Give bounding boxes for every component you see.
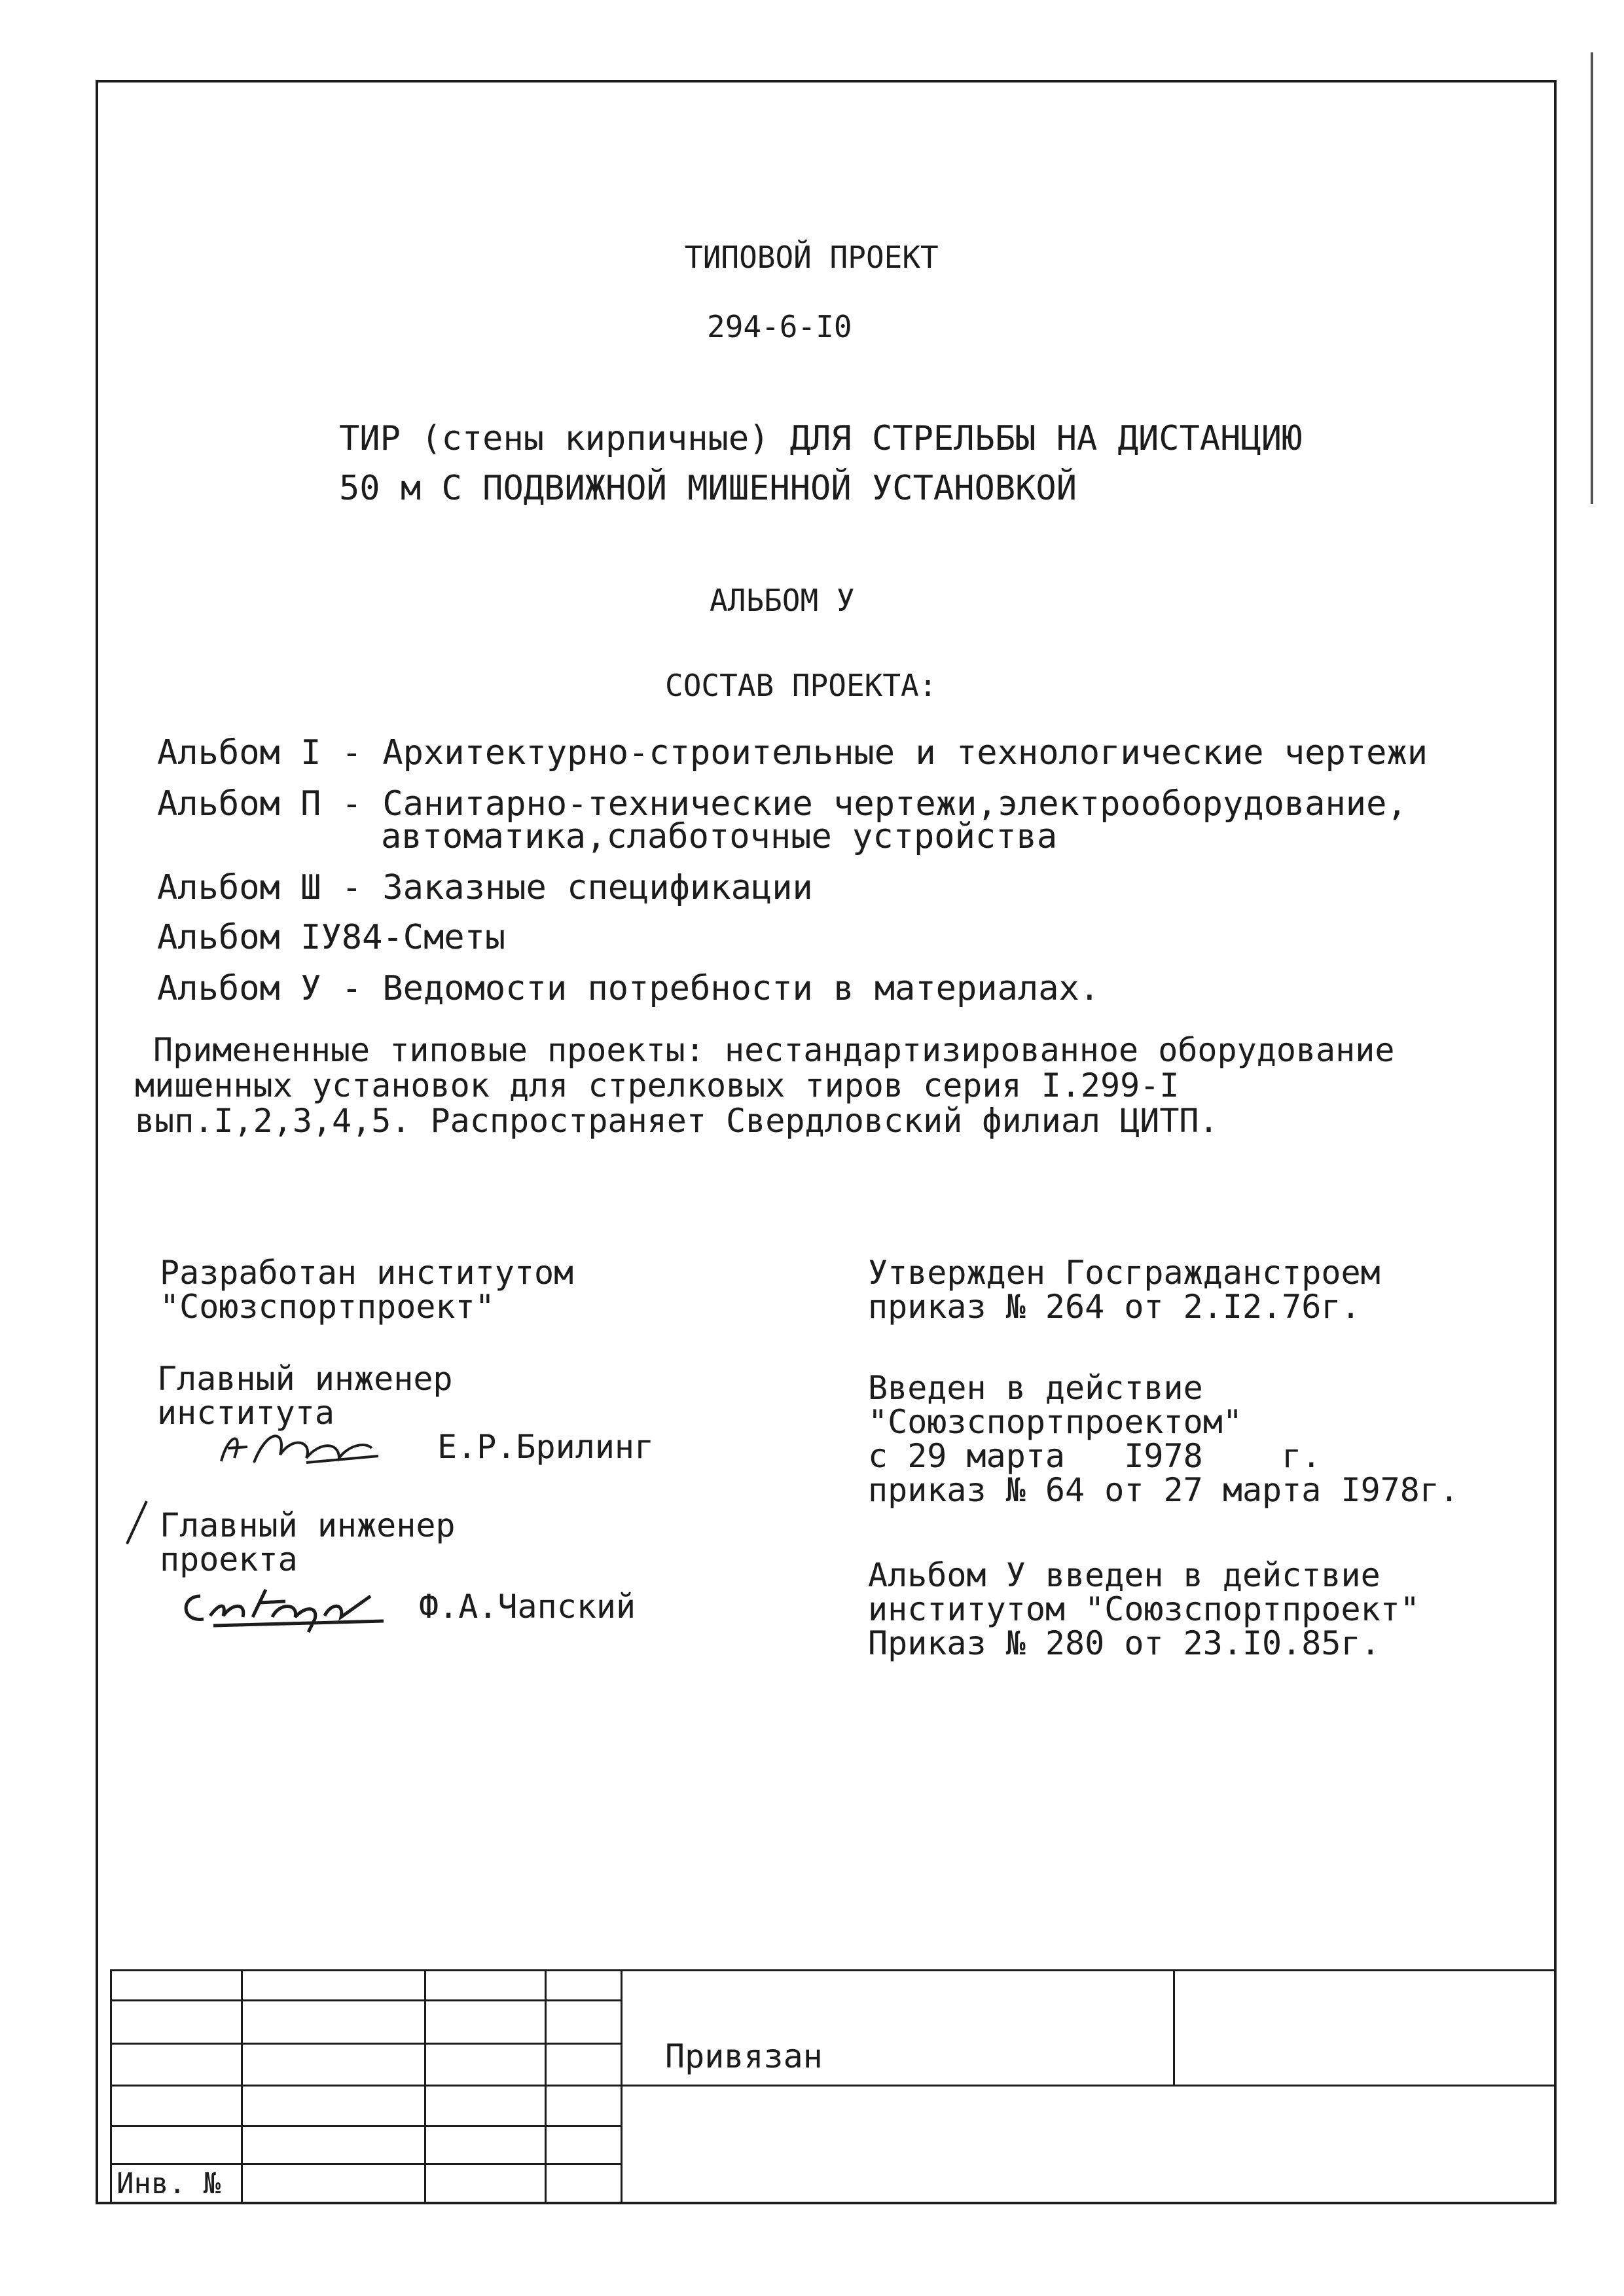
project-engineer-title-2: проекта	[160, 1540, 298, 1578]
bound-label: Привязан	[665, 2037, 823, 2075]
stamp-divider	[621, 1969, 623, 2204]
stamp-border-top	[110, 1969, 1557, 1971]
list-item	[157, 970, 1100, 1007]
chief-engineer-name: Е.Р.Брилинг	[437, 1428, 655, 1466]
introduced-line-3: с 29 марта I978 г.	[868, 1437, 1322, 1475]
project-engineer-signature	[174, 1576, 423, 1635]
list-item	[157, 735, 1428, 771]
stamp-row-line	[110, 2085, 1557, 2086]
introduced-line-2: "Союзспортпроектом"	[868, 1403, 1242, 1441]
album-introduced-line-1: Альбом У введен в действие	[868, 1556, 1380, 1594]
margin-check-mark	[120, 1498, 153, 1550]
project-engineer-name: Ф.А.Чапский	[419, 1588, 636, 1626]
stamp-divider	[424, 1969, 426, 2204]
album-description: - Ведомости потребности в материалах.	[341, 969, 1100, 1008]
album-description: - Архитектурно-строительные и технологические чертежи	[341, 733, 1428, 773]
title-block-stamp	[110, 1969, 1557, 2204]
introduced-line-1: Введен в действие	[868, 1369, 1203, 1407]
album-label: Альбом У	[157, 969, 321, 1008]
list-item	[157, 869, 813, 906]
album-description: - Санитарно-технические чертежи,электрооборудование,	[341, 784, 1407, 824]
chief-engineer-title-2: института	[157, 1394, 334, 1432]
stamp-row-line	[110, 2125, 621, 2127]
list-item	[157, 919, 505, 956]
developer-line-2: "Союзспортпроект"	[160, 1288, 495, 1326]
stamp-divider	[241, 1969, 243, 2204]
chief-engineer-signature	[208, 1422, 405, 1474]
album-label: Альбом I	[157, 733, 321, 773]
chief-engineer-title-1: Главный инженер	[157, 1360, 453, 1398]
project-engineer-title-1: Главный инженер	[160, 1506, 456, 1544]
page-edge-mark	[1591, 52, 1593, 504]
album-number: АЛЬБОМ У	[710, 583, 855, 618]
album-label: Альбом IУ84-	[157, 918, 403, 957]
doc-number: 294-6-I0	[707, 309, 852, 344]
stamp-divider	[545, 1969, 547, 2204]
stamp-row-line	[110, 1999, 621, 2001]
applied-projects-line-3: вып.I,2,3,4,5. Распространяет Свердловский филиал ЦИТП.	[135, 1102, 1219, 1140]
introduced-line-4: приказ № 64 от 27 марта I978г.	[868, 1471, 1460, 1509]
approved-line-1: Утвержден Госгражданстроем	[868, 1254, 1380, 1292]
album-description-continued: автоматика,слаботочные устройства	[381, 817, 1058, 856]
composition-heading: СОСТАВ ПРОЕКТА:	[665, 668, 937, 703]
album-label: Альбом П	[157, 784, 321, 824]
applied-projects-line-2: мишенных установок для стрелковых тиров серия I.299-I	[135, 1066, 1180, 1104]
approved-line-2: приказ № 264 от 2.I2.76г.	[868, 1288, 1361, 1326]
stamp-border-left	[110, 1969, 112, 2204]
album-description: Сметы	[403, 918, 506, 957]
stamp-divider	[1173, 1969, 1175, 2085]
title-line-1: ТИР (стены кирпичные) ДЛЯ СТРЕЛЬБЫ НА ДИСТАНЦИЮ	[339, 419, 1303, 458]
drawing-frame	[96, 80, 1557, 2204]
applied-projects-line-1: Примененные типовые проекты: нестандартизированное оборудование	[153, 1031, 1395, 1069]
title-line-2: 50 м С ПОДВИЖНОЙ МИШЕННОЙ УСТАНОВКОЙ	[339, 469, 1077, 508]
album-description: - Заказные спецификации	[341, 868, 813, 907]
album-label: Альбом Ш	[157, 868, 321, 907]
inventory-number-label: Инв. №	[117, 2167, 221, 2200]
album-introduced-line-3: Приказ № 280 от 23.I0.85г.	[868, 1624, 1380, 1662]
stamp-row-line	[110, 2043, 621, 2045]
album-introduced-line-2: институтом "Союзспортпроект"	[868, 1590, 1420, 1628]
stamp-row-line	[110, 2163, 621, 2165]
doc-type: ТИПОВОЙ ПРОЕКТ	[685, 240, 939, 275]
developer-line-1: Разработан институтом	[160, 1254, 574, 1292]
